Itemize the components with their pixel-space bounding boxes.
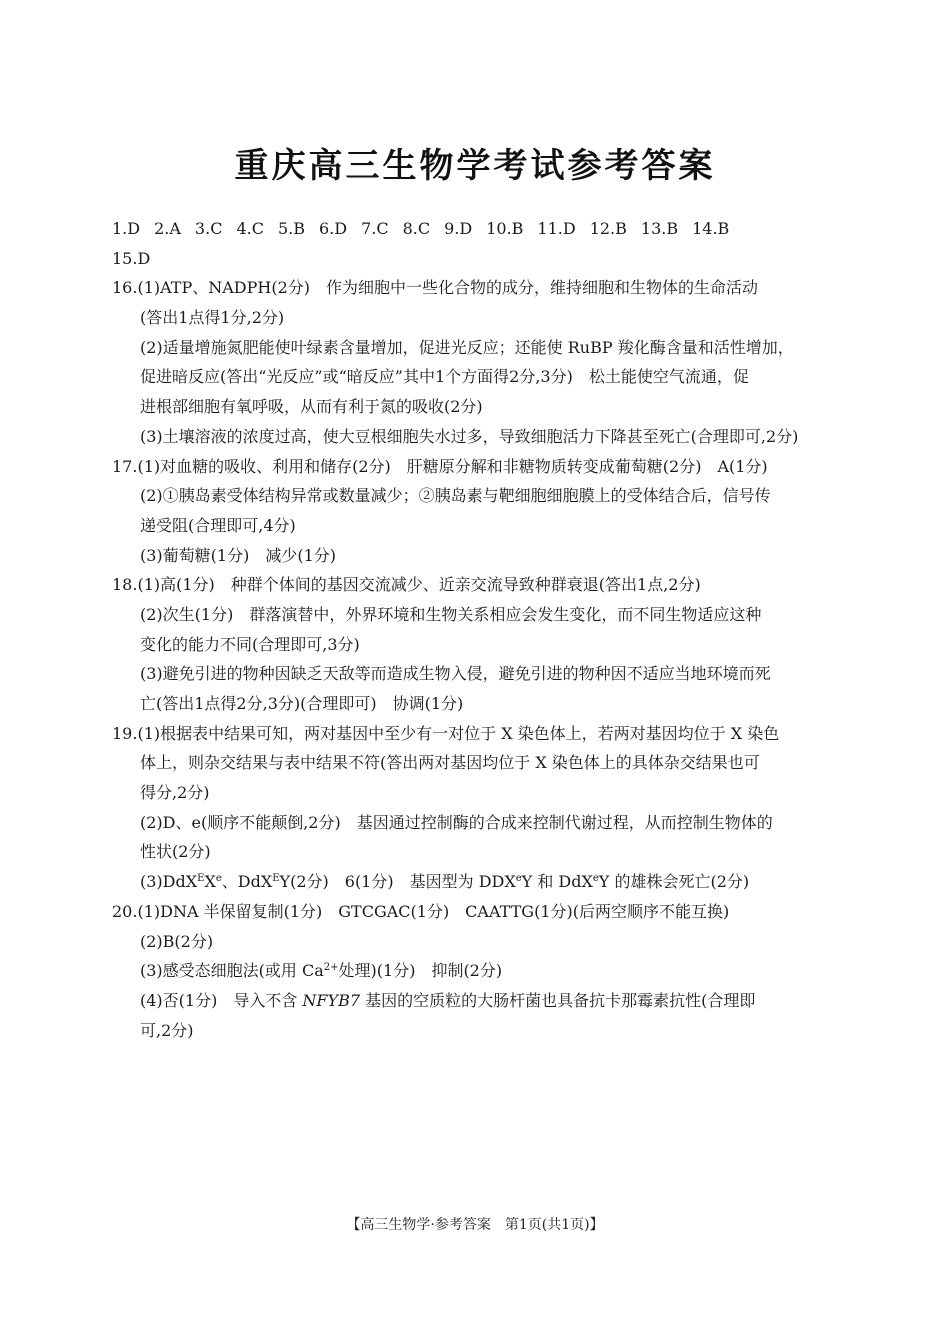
q20-line [112, 986, 842, 1016]
q19-line: 体上，则杂交结果与表中结果不符(答出两对基因均位于 X 染色体上的具体杂交结果也可 [140, 753, 760, 773]
text-run: (3)感受态细胞法(或用 Ca [140, 961, 324, 981]
mcq-answer: 9.D [444, 219, 473, 238]
text-run: Y 和 DdX [521, 872, 593, 892]
page-title: 重庆高三生物学考试参考答案 [234, 146, 716, 186]
q20-line: 20.(1)DNA 半保留复制(1分) GTCGAC(1分) CAATTG(1分)(后两空顺序不能互换) [112, 901, 730, 921]
text-run: (3)DdX [140, 872, 198, 892]
mcq-answer: 5.B [277, 219, 305, 238]
q16-line: 16.(1)ATP、NADPH(2分) 作为细胞中一些化合物的成分，维持细胞和生物体的生命活动 [112, 278, 758, 298]
superscript: E [272, 873, 280, 885]
mcq-answers-row [112, 214, 842, 244]
q17-line: (3)葡萄糖(1分) 减少(1分) [140, 545, 336, 565]
q19-line: (2)D、e(顺序不能颠倒,2分) 基因通过控制酶的合成来控制代谢过程，从而控制生物体的 [140, 812, 773, 832]
text-run: Y(2分) 6(1分) 基因型为 DDX [279, 872, 516, 892]
mcq-answer: 4.C [236, 219, 264, 238]
gene-name: NFYB7 [302, 990, 361, 1010]
q20-line: (2)B(2分) [140, 931, 214, 951]
answer-body [112, 214, 842, 1045]
q17-line: 递受阻(合理即可,4分) [140, 515, 296, 535]
mcq-answer: 7.C [361, 219, 389, 238]
q19-line: 19.(1)根据表中结果可知，两对基因中至少有一对位于 X 染色体上，若两对基因均位于 X 染色 [112, 723, 780, 743]
mcq-answer: 12.B [589, 219, 627, 238]
text-run: 处理)(1分) 抑制(2分) [338, 961, 503, 981]
q19-line: 得分,2分) [140, 783, 210, 803]
q16-line: (2)适量增施氮肥能使叶绿素含量增加，促进光反应；还能使 RuBP 羧化酶含量和活性增加， [140, 337, 794, 357]
mcq-answer: 11.D [537, 219, 576, 238]
superscript: 2+ [323, 962, 339, 974]
q16-line: 进根部细胞有氧呼吸，从而有利于氮的吸收(2分) [140, 397, 483, 417]
page-footer: 【高三生物学·参考答案 第1页(共1页)】 [346, 1217, 604, 1233]
superscript: E [197, 873, 205, 885]
q16-line: (3)土壤溶液的浓度过高，使大豆根细胞失水过多，导致细胞活力下降甚至死亡(合理即可,2分) [140, 426, 799, 446]
mcq-answer: 10.B [486, 219, 524, 238]
superscript: e [592, 873, 599, 885]
superscript: e [515, 873, 522, 885]
mcq-answer: 8.C [402, 219, 431, 238]
q20-line [112, 956, 842, 986]
q17-line: (2)①胰岛素受体结构异常或数量减少；②胰岛素与靶细胞细胞膜上的受体结合后，信号传 [140, 486, 771, 506]
text-run: 基因的空质粒的大肠杆菌也具备抗卡那霉素抗性(合理即 [360, 990, 756, 1010]
mcq-answer: 1.D [112, 219, 141, 238]
mcq-answer: 15.D [112, 248, 151, 268]
mcq-answer: 14.B [692, 219, 730, 238]
q19-line: 性状(2分) [140, 842, 211, 862]
mcq-answer: 6.D [318, 219, 348, 238]
superscript: e [215, 873, 222, 885]
q17-line: 17.(1)对血糖的吸收、利用和储存(2分) 肝糖原分解和非糖物质转变成葡萄糖(2分) A(1分) [112, 456, 768, 476]
text-run: 、DdX [221, 872, 273, 892]
q18-line: 变化的能力不同(合理即可,3分) [140, 634, 360, 654]
q18-line: 亡(答出1点得2分,3分)(合理即可) 协调(1分) [140, 694, 464, 713]
mcq-answer: 2.A [154, 219, 181, 238]
q18-line: 18.(1)高(1分) 种群个体间的基因交流减少、近亲交流导致种群衰退(答出1点,2分) [112, 575, 701, 595]
mcq-answer: 13.B [640, 219, 679, 238]
q19-genotype-line [112, 867, 842, 897]
q18-line: (3)避免引进的物种因缺乏天敌等而造成生物入侵，避免引进的物种因不适应当地环境而死 [140, 664, 771, 684]
q18-line: (2)次生(1分) 群落演替中，外界环境和生物关系相应会发生变化，而不同生物适应这种 [140, 604, 762, 624]
text-run: (4)否(1分) 导入不含 [140, 990, 303, 1010]
text-run: X [204, 872, 216, 892]
q16-line: (答出1点得1分,2分) [140, 308, 285, 328]
q20-line: 可,2分) [140, 1020, 194, 1040]
mcq-answer: 3.C [194, 219, 223, 238]
text-run: Y 的雄株会死亡(2分) [598, 872, 750, 892]
q16-line: 促进暗反应(答出“光反应”或“暗反应”其中1个方面得2分,3分) 松土能使空气流通，促 [140, 367, 749, 387]
